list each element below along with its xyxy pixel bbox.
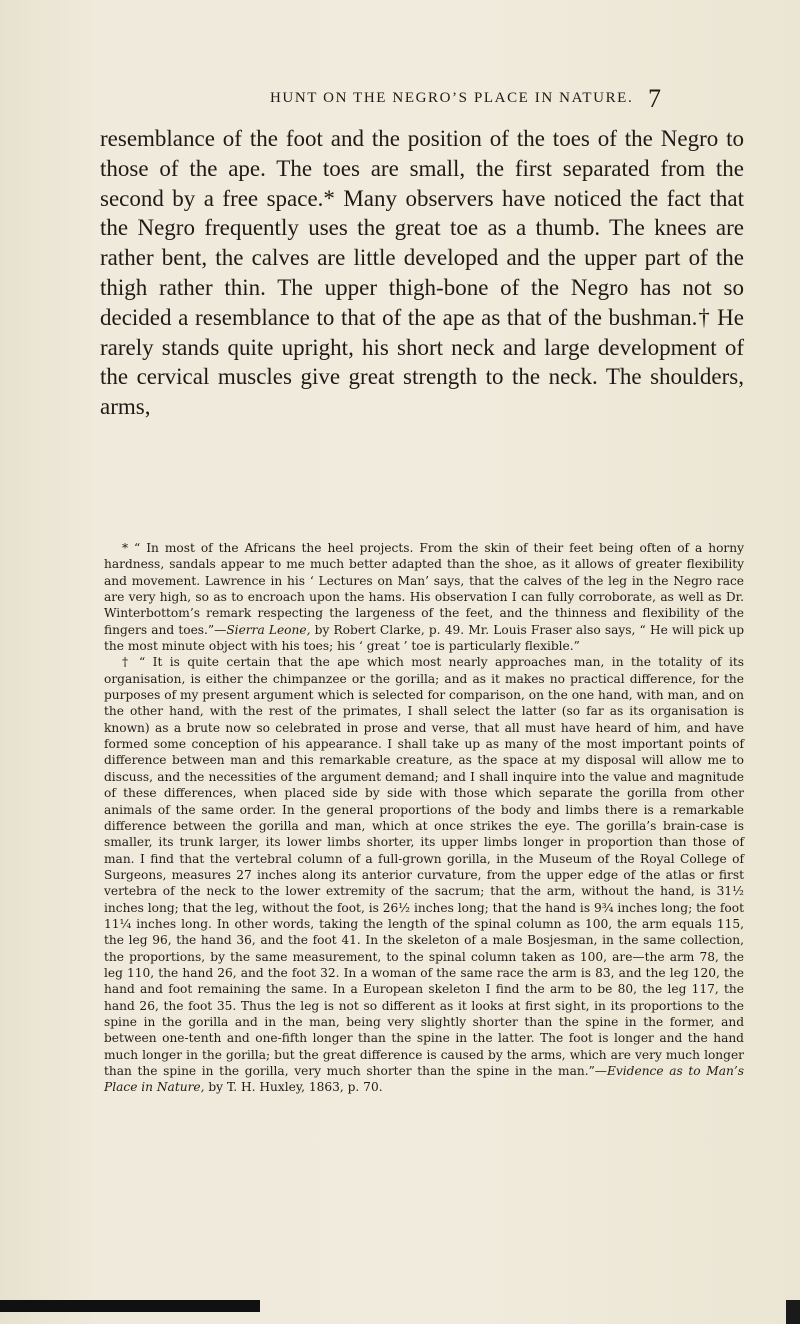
running-title: HUNT ON THE NEGRO’S PLACE IN NATURE. xyxy=(270,90,634,106)
footnote-2-citation: Evidence as to Man’s Place in Nature, xyxy=(104,1064,744,1095)
body-text xyxy=(100,124,744,422)
footnote-2-tail: by T. H. Huxley, 1863, p. 70. xyxy=(204,1080,383,1095)
page-number: 7 xyxy=(648,84,661,113)
footnote-1-citation: Sierra Leone, xyxy=(226,622,311,637)
footnote-2-text: † “ It is quite certain that the ape which most nearly approaches man, in the totality of its organisation, is either the chimpanzee or the gorilla; and as it makes no practical difference, for the purposes of my present argument which is selected for comparison, on the one hand, with man, and on the other hand, with the rest of the primates, I shall select the latter (so far as its organisation is known) as a brute now so celebrated in prose and verse, that all must have heard of him, and have formed some conception of his appearance. I shall take up as many of the most important points of difference between man and this remarkable creature, as the space at my disposal will allow me to discuss, and the necessities of the argument demand; and I shall inquire into the value and magnitude of these differences, when placed side by side with those which separate the gorilla from other animals of the same order. In the general proportions of the body and limbs there is a remarkable difference between the gorilla and man, which at once strikes the eye. The gorilla’s brain-case is smaller, its trunk larger, its lower limbs shorter, its upper limbs longer in proportion than those of man. I find that the vertebral column of a full-grown gorilla, in the Museum of the Royal College of Surgeons, measures 27 inches along its anterior curvature, from the upper edge of the atlas or first vertebra of the neck to the lower extremity of the sacrum; that the arm, without the hand, is 31½ inches long; that the leg, without the foot, is 26½ inches long; that the hand is 9¾ inches long; the foot 11¼ inches long. In other words, taking the length of the spinal column as 100, the arm equals 115, the leg 96, the hand 36, and the foot 41. In the skeleton of a male Bosjesman, in the same collection, the proportions, by the same measurement, to the spinal column taken as 100, are—the arm 78, the leg 110, the hand 26, and the foot 32. In a woman of the same race the arm is 83, and the leg 120, the hand and foot remaining the same. In a European skeleton I find the arm to be 80, the leg 117, the hand 26, the foot 35. Thus the leg is not so different as it looks at first sight, in its proportions to the spine in the gorilla and in the man, being very slightly shorter than the spine in the former, and between one-tenth and one-fifth longer than the spine in the latter. The foot is longer and the hand much longer in the gorilla; but the great difference is caused by the arms, which are very much longer than the spine in the gorilla, very much shorter than the spine in the man.”— xyxy=(104,655,744,1078)
footnote-1-tail: by Robert Clarke, p. 49. Mr. Louis Fraser also says, “ He will pick up the most minute object with his toes; his ‘ great ’ toe is particularly flexible.” xyxy=(104,622,744,654)
body-paragraph: resemblance of the foot and the position of the toes of the Negro to those of the ape. The toes are small, the first separated from the second by a free space.* Many observers have noticed the fact that the Negro frequently uses the great toe as a thumb. The knees are rather bent, the calves are little developed and the upper part of the thigh rather thin. The upper thigh-bone of the Negro has not so decided a resemblance to that of the ape as that of the bushman.† He rarely stands quite upright, his short neck and large development of the cervical muscles give great strength to the neck. The shoulders, arms, xyxy=(100,126,744,420)
footnote-1-text: * “ In most of the Africans the heel projects. From the skin of their feet being often of a horny hardness, sandals appear to me much better adapted than the shoe, as it allows of greater flexibility and movement. Lawrence in his ‘ Lectures on Man’ says, that the calves of the leg in the Negro race are very high, so as to encroach upon the hams. His observation I can fully corroborate, as well as Dr. Winterbottom’s remark respecting the largeness of the feet, and the thinness and flexibility of the fingers and toes.”— xyxy=(104,541,744,637)
scan-edge-shadow-right xyxy=(786,1300,800,1324)
footnotes xyxy=(104,540,744,1096)
footnote-1 xyxy=(104,540,744,654)
running-head xyxy=(270,86,740,116)
scan-edge-shadow-left xyxy=(0,1300,260,1312)
footnote-2 xyxy=(104,654,744,1095)
